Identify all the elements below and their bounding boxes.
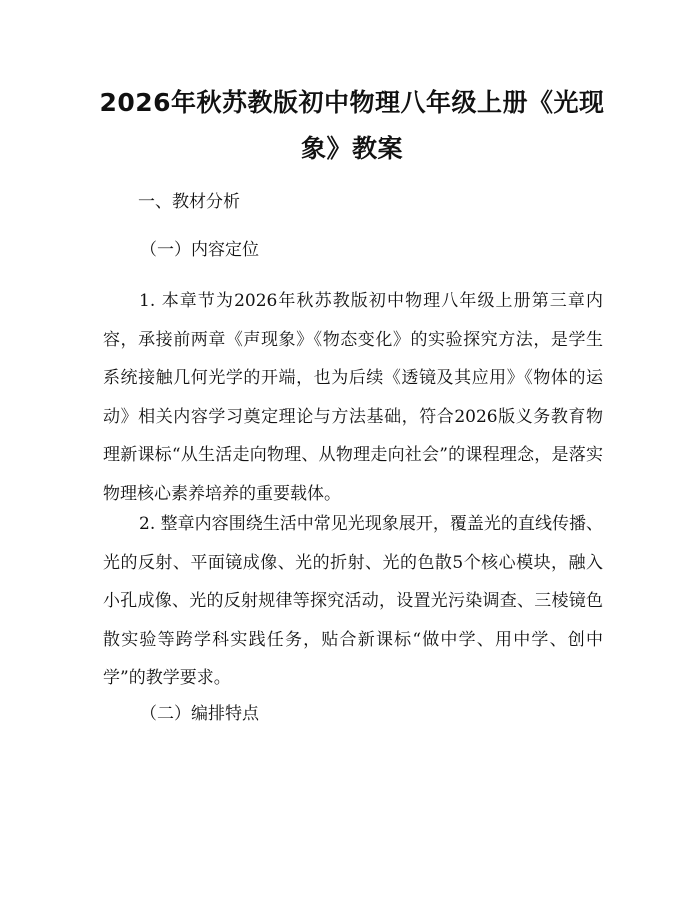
paragraph-2: 2. 整章内容围绕生活中常见光现象展开，覆盖光的直线传播、光的反射、平面镜成像、光的折射、光的色散5个核心模块，融入小孔成像、光的反射规律等探究活动，设置光污染调查、三棱镜色散实验等跨学科实践任务，贴合新课标“做中学、用中学、创中学”的教学要求。 [103, 514, 603, 688]
subsection-heading-content-positioning: （一）内容定位 [140, 240, 259, 260]
subsection-heading-arrangement-features: （二）编排特点 [140, 704, 259, 724]
section-heading-textbook-analysis: 一、教材分析 [138, 192, 240, 212]
paragraph-1: 1. 本章节为2026年秋苏教版初中物理八年级上册第三章内容，承接前两章《声现象》《物态变化》的实验探究方法，是学生系统接触几何光学的开端，也为后续《透镜及其应用》《物体的运动》相关内容学习奠定理论与方法基础，符合2026版义务教育物理新课标“从生活走向物理、从物理走向社会”的课程理念，是落实物理核心素养培养的重要载体。 [103, 291, 603, 504]
document-title: 2026年秋苏教版初中物理八年级上册《光现象》教案 [99, 88, 605, 163]
